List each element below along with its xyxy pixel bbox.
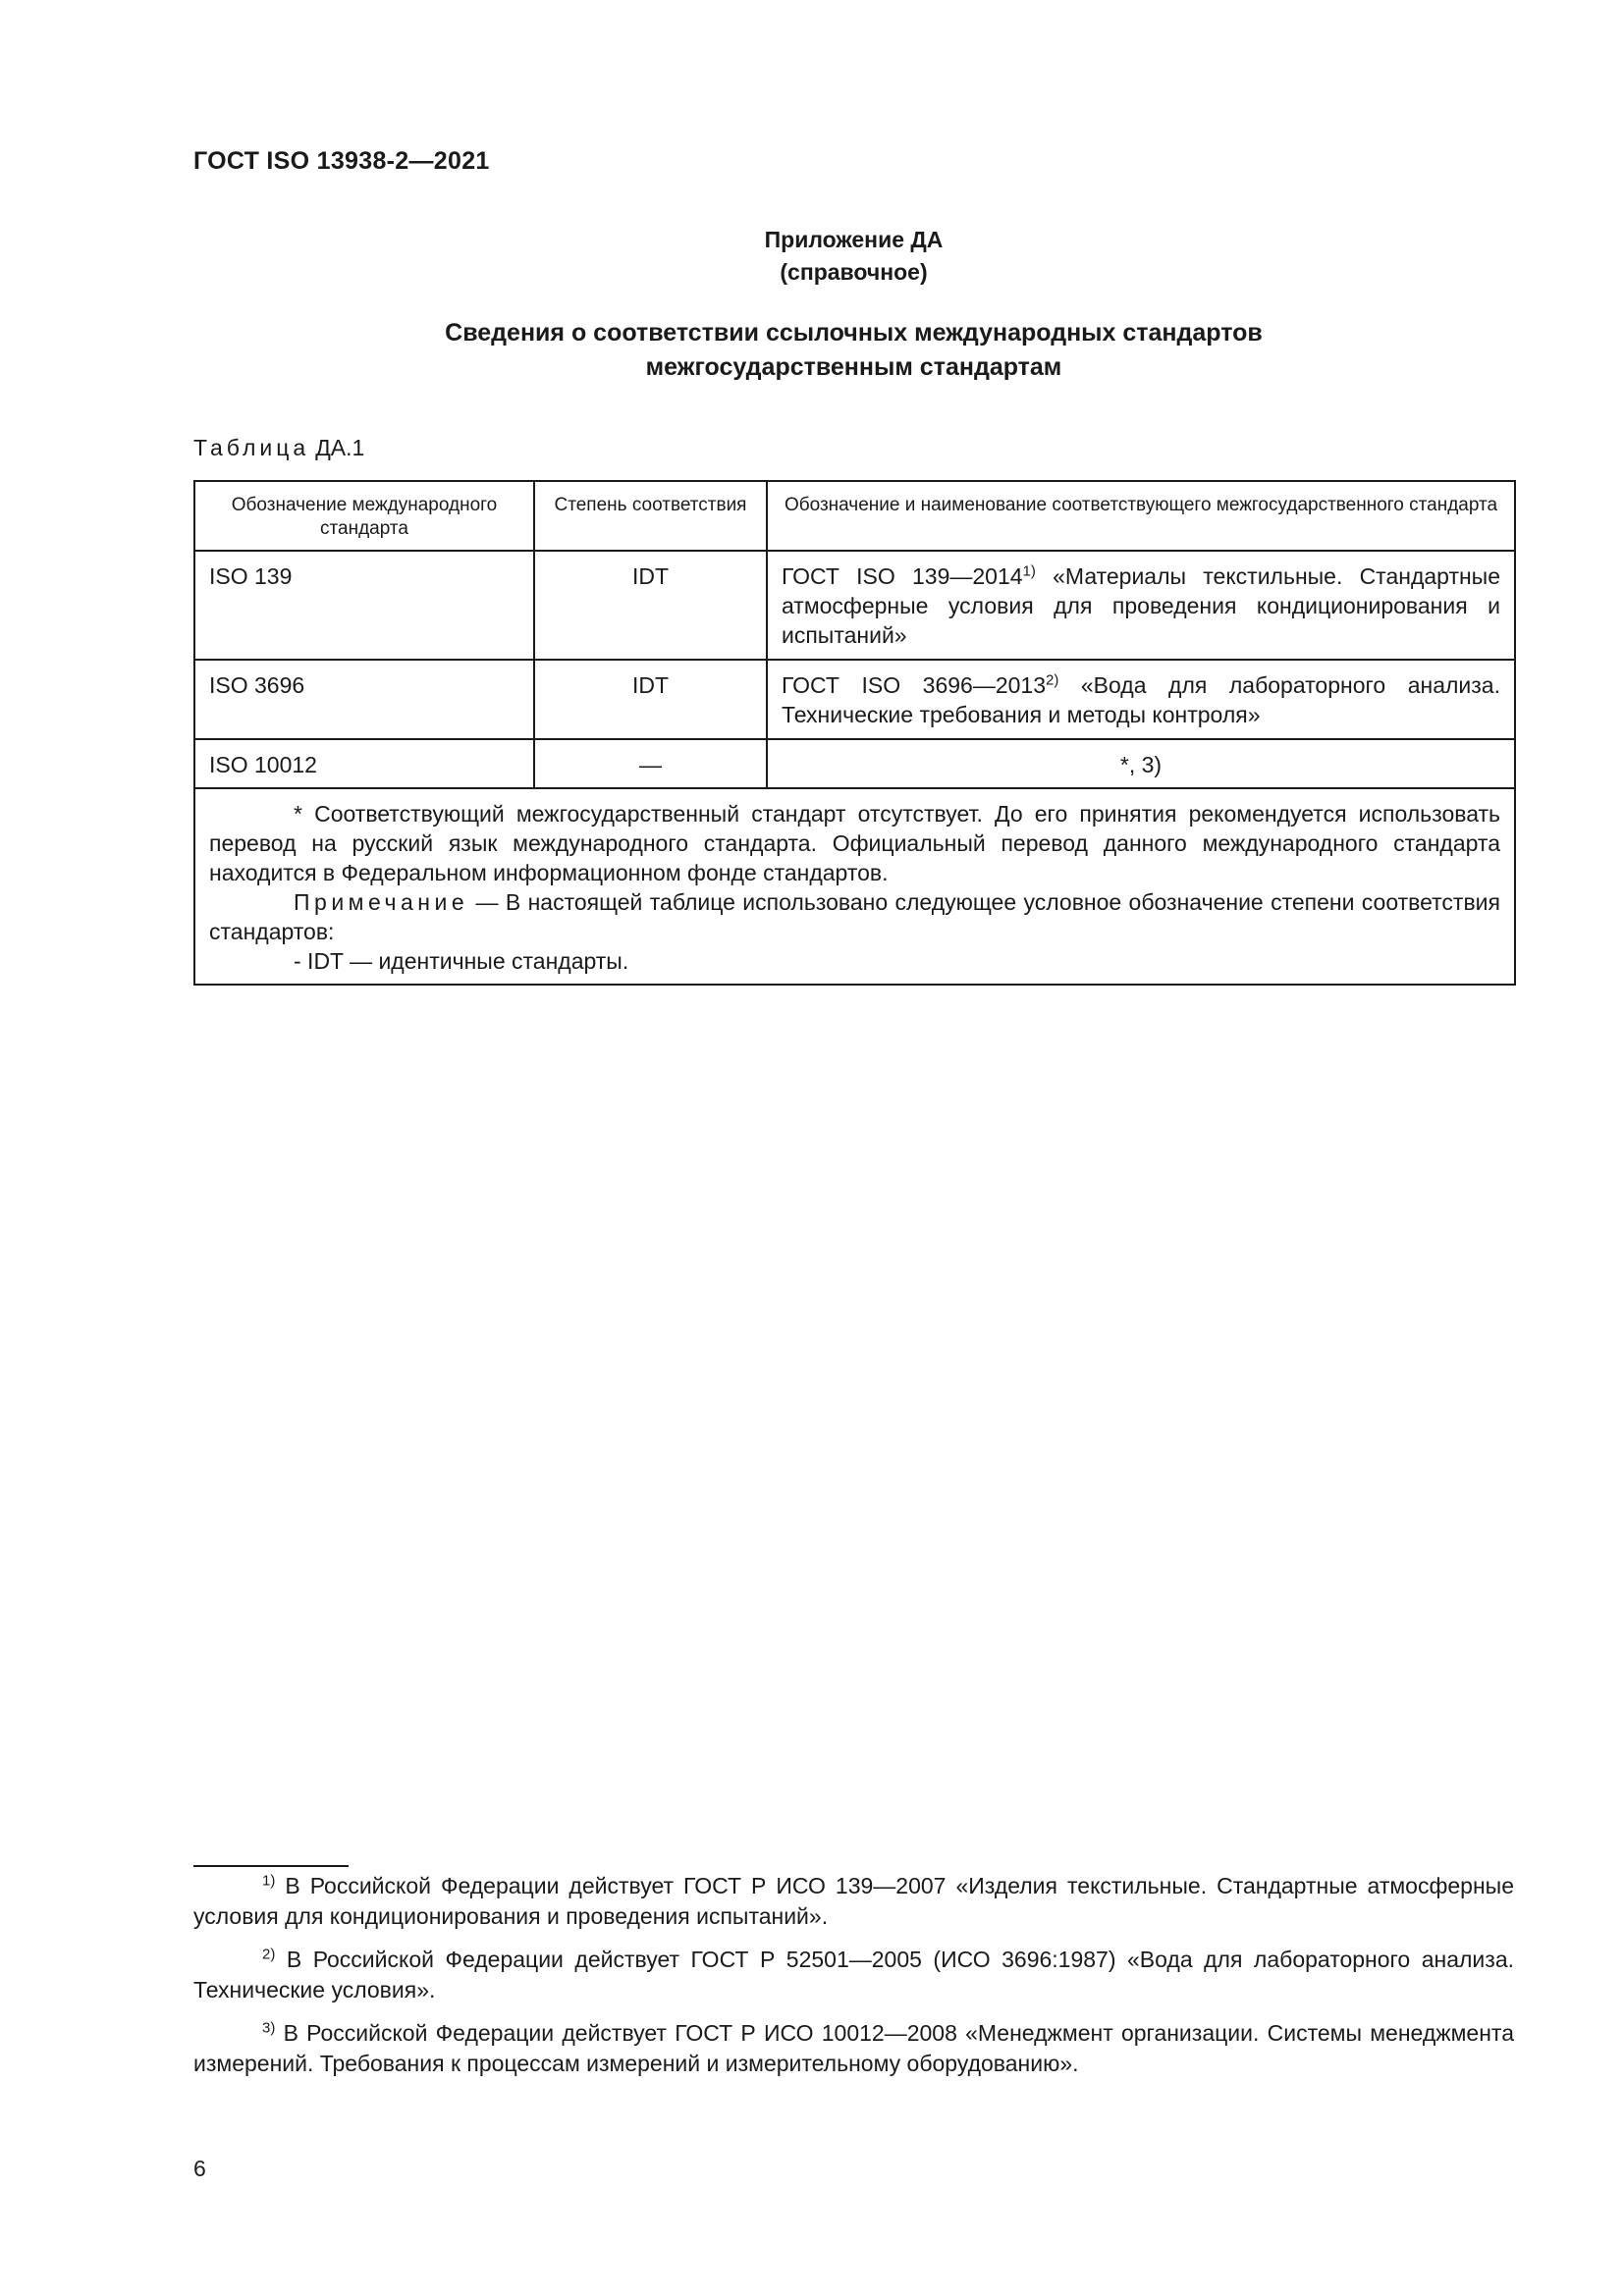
cell-intl-standard: ISO 3696	[194, 660, 534, 739]
std-designation: ГОСТ ISO 3696—2013	[782, 672, 1046, 698]
footnote-ref: 1)	[1022, 562, 1036, 580]
footnote-ref: 2)	[1045, 671, 1059, 689]
document-code: ГОСТ ISO 13938-2—2021	[193, 147, 490, 175]
cell-intl-standard: ISO 139	[194, 551, 534, 660]
std-designation: ГОСТ ISO 139—2014	[782, 563, 1023, 589]
cell-interstate-standard	[767, 660, 1515, 739]
header-interstate-standard: Обозначение и наименование соответствующего межгосударственного стандарта	[767, 481, 1515, 551]
footnote	[193, 2018, 1514, 2079]
table-caption	[193, 435, 364, 461]
note-text: — В настоящей таблице использовано следующее условное обозначение степени соответствия стандартов:	[209, 889, 1500, 944]
footnote	[193, 1945, 1514, 2005]
cell-interstate-standard: *, 3)	[767, 739, 1515, 788]
idt-definition: - IDT — идентичные стандарты.	[294, 948, 629, 974]
footnote-separator	[193, 1865, 349, 1867]
footnote-text: В Российской Федерации действует ГОСТ Р ИСО 10012—2008 «Менеджмент организации. Системы менеджмента измерений. Требования к процессам измерений и измерительному оборудованию».	[193, 2020, 1514, 2076]
note-label: Примечание	[294, 889, 469, 915]
footnote-text: В Российской Федерации действует ГОСТ Р ИСО 139—2007 «Изделия текстильные. Стандартные атмосферные условия для кондиционирования и проведения испытаний».	[193, 1873, 1514, 1929]
table-note	[194, 788, 1515, 985]
section-title-line-1: Сведения о соответствии ссылочных международных стандартов	[445, 319, 1263, 347]
table-row	[194, 660, 1515, 739]
std-name: «Материалы текстильные. Стандартные атмосферные условия для проведения кондиционирования и испытаний»	[782, 563, 1501, 648]
table-caption-word: Таблица	[193, 435, 310, 460]
footnote-mark: 2)	[262, 1946, 276, 1963]
header-intl-standard: Обозначение международного стандарта	[194, 481, 534, 551]
table-row	[194, 739, 1515, 788]
cell-degree: IDT	[534, 551, 767, 660]
cell-degree: IDT	[534, 660, 767, 739]
footnote	[193, 1871, 1514, 1932]
table-note-row	[194, 788, 1515, 985]
table-header-row	[194, 481, 1515, 551]
page-number: 6	[193, 2156, 206, 2181]
section-title	[193, 316, 1514, 385]
cell-interstate-standard	[767, 551, 1515, 660]
section-title-line-2: межгосударственным стандартам	[645, 353, 1062, 381]
annex-heading	[193, 224, 1514, 289]
footnote-text: В Российской Федерации действует ГОСТ Р 52501—2005 (ИСО 3696:1987) «Вода для лабораторного анализа. Технические условия».	[193, 1947, 1514, 2002]
cell-intl-standard: ISO 10012	[194, 739, 534, 788]
annex-status: (справочное)	[780, 259, 928, 285]
footnote-mark: 1)	[262, 1872, 276, 1890]
note-paragraph	[209, 887, 1500, 946]
header-degree: Степень соответствия	[534, 481, 767, 551]
table-row	[194, 551, 1515, 660]
std-name: «Вода для лабораторного анализа. Технические требования и методы контроля»	[782, 672, 1500, 727]
footnote-mark: 3)	[262, 2019, 276, 2037]
annex-title: Приложение ДА	[764, 227, 944, 252]
asterisk-note: * Соответствующий межгосударственный стандарт отсутствует. До его принятия рекомендуется использовать перевод на русский язык международного стандарта. Официальный перевод данного международного стандарта находится в Федеральном информационном фонде стандартов.	[209, 801, 1500, 885]
correspondence-table	[193, 480, 1516, 986]
footnotes	[193, 1871, 1514, 2092]
table-caption-id: ДА.1	[315, 435, 365, 460]
cell-degree: —	[534, 739, 767, 788]
